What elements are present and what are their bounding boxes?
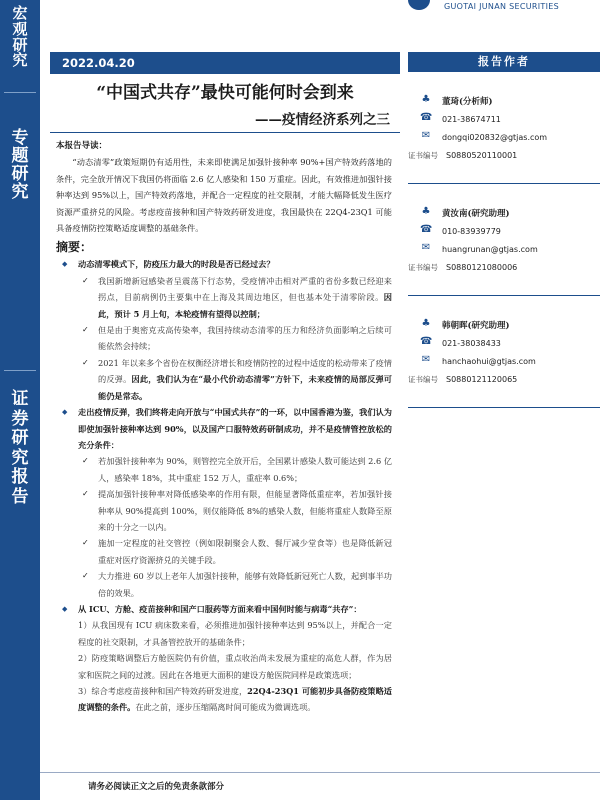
email-icon: ✉ bbox=[421, 242, 431, 253]
abstract-subpoint: ✓ 但是由于奥密克戎高传染率，我国持续动态清零的压力和经济负面影响之后续可能依然会持续； bbox=[56, 322, 392, 355]
cert-label: 证书编号 bbox=[408, 151, 438, 160]
abstract-item: 1）从我国现有 ICU 病床数来看，必须推进加强针接种率达到 95%以上，并配合一定程度的社交限制，才具备管控放开的基础条件； bbox=[78, 620, 392, 647]
report-title: “中国式共存”最快可能何时会到来 bbox=[96, 83, 354, 103]
phone-icon: ☎ bbox=[420, 112, 433, 123]
phone-icon: ☎ bbox=[420, 224, 433, 235]
author-card bbox=[408, 184, 600, 296]
cert-label: 证书编号 bbox=[408, 263, 438, 272]
sidebar-divider bbox=[4, 370, 36, 371]
person-icon: ♣ bbox=[421, 206, 431, 217]
abstract-subpoint: ✓ 2021 年以来多个省份在权衡经济增长和疫情防控的过程中适度的松动带来了疫情的反弹。因此，我们认为在“最小代价动态清零”方针下，未来疫情的局部反弹可能仍是常态。 bbox=[56, 355, 392, 404]
person-icon: ♣ bbox=[421, 94, 431, 105]
author-divider bbox=[408, 407, 600, 408]
sidebar-label-topic: 专 题 研 究 bbox=[11, 128, 29, 202]
title-divider bbox=[50, 132, 400, 133]
sidebar-label-macro: 宏 观 研 究 bbox=[12, 4, 28, 70]
report-date: 2022.04.20 bbox=[50, 52, 400, 74]
logo-text: GUOTAI JUNAN SECURITIES bbox=[444, 2, 559, 11]
abstract-subpoint: ✓ 提高加强针接种率对降低感染率的作用有限，但能显著降低重症率，若加强针接种率从 90%提高到 100%，则仅能降低 8%的感染人数，但能将重症人数降至原来的十分之一以内。 bbox=[56, 486, 392, 535]
author-cert: S0880121080006 bbox=[446, 263, 518, 272]
abstract-subpoint: ✓ 大力推进 60 岁以上老年人加强针接种，能够有效降低新冠死亡人数，起到事半功倍的效果。 bbox=[56, 568, 392, 601]
author-phone: 021-38038433 bbox=[442, 339, 501, 348]
cert-label: 证书编号 bbox=[408, 375, 438, 384]
logo-mark-icon bbox=[408, 0, 430, 10]
phone-icon: ☎ bbox=[420, 336, 433, 347]
author-name: 黄汝南(研究助理) bbox=[442, 209, 510, 219]
author-email[interactable]: hanchaohui@gtjas.com bbox=[442, 357, 536, 366]
author-card bbox=[408, 72, 600, 184]
author-cert: S0880520110001 bbox=[446, 151, 518, 160]
disclaimer-footer: 请务必阅读正文之后的免责条款部分 bbox=[88, 782, 225, 792]
abstract-subpoint: ✓ 我国新增新冠感染者呈震荡下行态势，受疫情冲击相对严重的省份多数已经迎来拐点，目前病例仍主要集中在上海及其周边地区，但也基本处于清零阶段。因此，预计 5 月上旬，本轮疫情有望得以控制； bbox=[56, 273, 392, 322]
sidebar-label-report: 证 券 研 究 报 告 bbox=[11, 389, 29, 507]
author-card bbox=[408, 296, 600, 408]
abstract-subpoint: ✓ 施加一定程度的社交管控（例如限制聚会人数、餐厅减少堂食等）也是降低新冠重症对医疗资源挤兑的关键手段。 bbox=[56, 535, 392, 568]
guide-text: “动态清零”政策短期仍有适用性，未来即使满足加强针接种率 90%+国产特效药落地的条件，完全放开情况下我国仍将面临 2.6 亿人感染和 150 万重症。因此，有效推进加强针接种率达到 95%以上，国产特效药落地，并配合一定程度的社交限制，才能大幅降低发生医疗资源严重挤兑的风险。考虑疫苗接种和国产特效药研发进度，我国最快在 22Q4-23Q1 可能具备疫情防控策略适度调整的基础条件。 bbox=[56, 157, 392, 234]
authors-panel bbox=[408, 52, 600, 408]
report-body bbox=[56, 138, 392, 716]
authors-heading: 报告作者 bbox=[408, 52, 600, 72]
author-name: 韩朝晖(研究助理) bbox=[442, 321, 510, 331]
abstract-item: 2）防疫策略调整后方舱医院仍有价值，重点收治尚未发展为重症的高危人群，作为居家和医院之间的过渡。因此在各地更大面积的建设方舱医院同样是政策选项； bbox=[78, 653, 392, 680]
abstract-point-2: ◆ 走出疫情反弹，我们终将走向开放与“中国式共存”的一环，以中国香港为鉴，我们认为即使加强针接种率达到 90%，以及国产口服特效药研制成功，并不是疫情管控放松的充分条件： bbox=[56, 404, 392, 453]
abstract-point-3: ◆ 从 ICU、方舱、疫苗接种和国产口服药等方面来看中国何时能与病毒“共存”： bbox=[56, 601, 392, 617]
author-name: 董琦(分析师) bbox=[442, 97, 493, 107]
author-email[interactable]: dongqi020832@gtjas.com bbox=[442, 133, 548, 142]
email-icon: ✉ bbox=[421, 130, 431, 141]
person-icon: ♣ bbox=[421, 318, 431, 329]
email-icon: ✉ bbox=[421, 354, 431, 365]
author-cert: S0880121120065 bbox=[446, 375, 518, 384]
company-logo bbox=[400, 0, 600, 14]
abstract-item: 3）综合考虑疫苗接种和国产特效药研发进度，22Q4-23Q1 可能初步具备防疫策略适度调整的条件。在此之前，逐步压缩隔离时间可能成为微调选项。 bbox=[78, 686, 392, 713]
abstract-heading: 摘要： bbox=[56, 240, 93, 255]
guide-heading: 本报告导读： bbox=[56, 141, 108, 151]
sidebar-divider bbox=[4, 92, 36, 93]
abstract-point-1: ◆ 动态清零模式下，防疫压力最大的时段是否已经过去？ bbox=[56, 256, 392, 272]
report-subtitle: ——疫情经济系列之三 bbox=[255, 112, 390, 128]
author-phone: 021-38674711 bbox=[442, 115, 501, 124]
author-email[interactable]: huangrunan@gtjas.com bbox=[442, 245, 538, 254]
abstract-subpoint: ✓ 若加强针接种率为 90%，则管控完全放开后，全国累计感染人数可能达到 2.6 亿人，感染率 18%，其中重症 152 万人，重症率 0.6%； bbox=[56, 453, 392, 486]
footer-divider bbox=[40, 772, 600, 773]
author-phone: 010-83939779 bbox=[442, 227, 501, 236]
